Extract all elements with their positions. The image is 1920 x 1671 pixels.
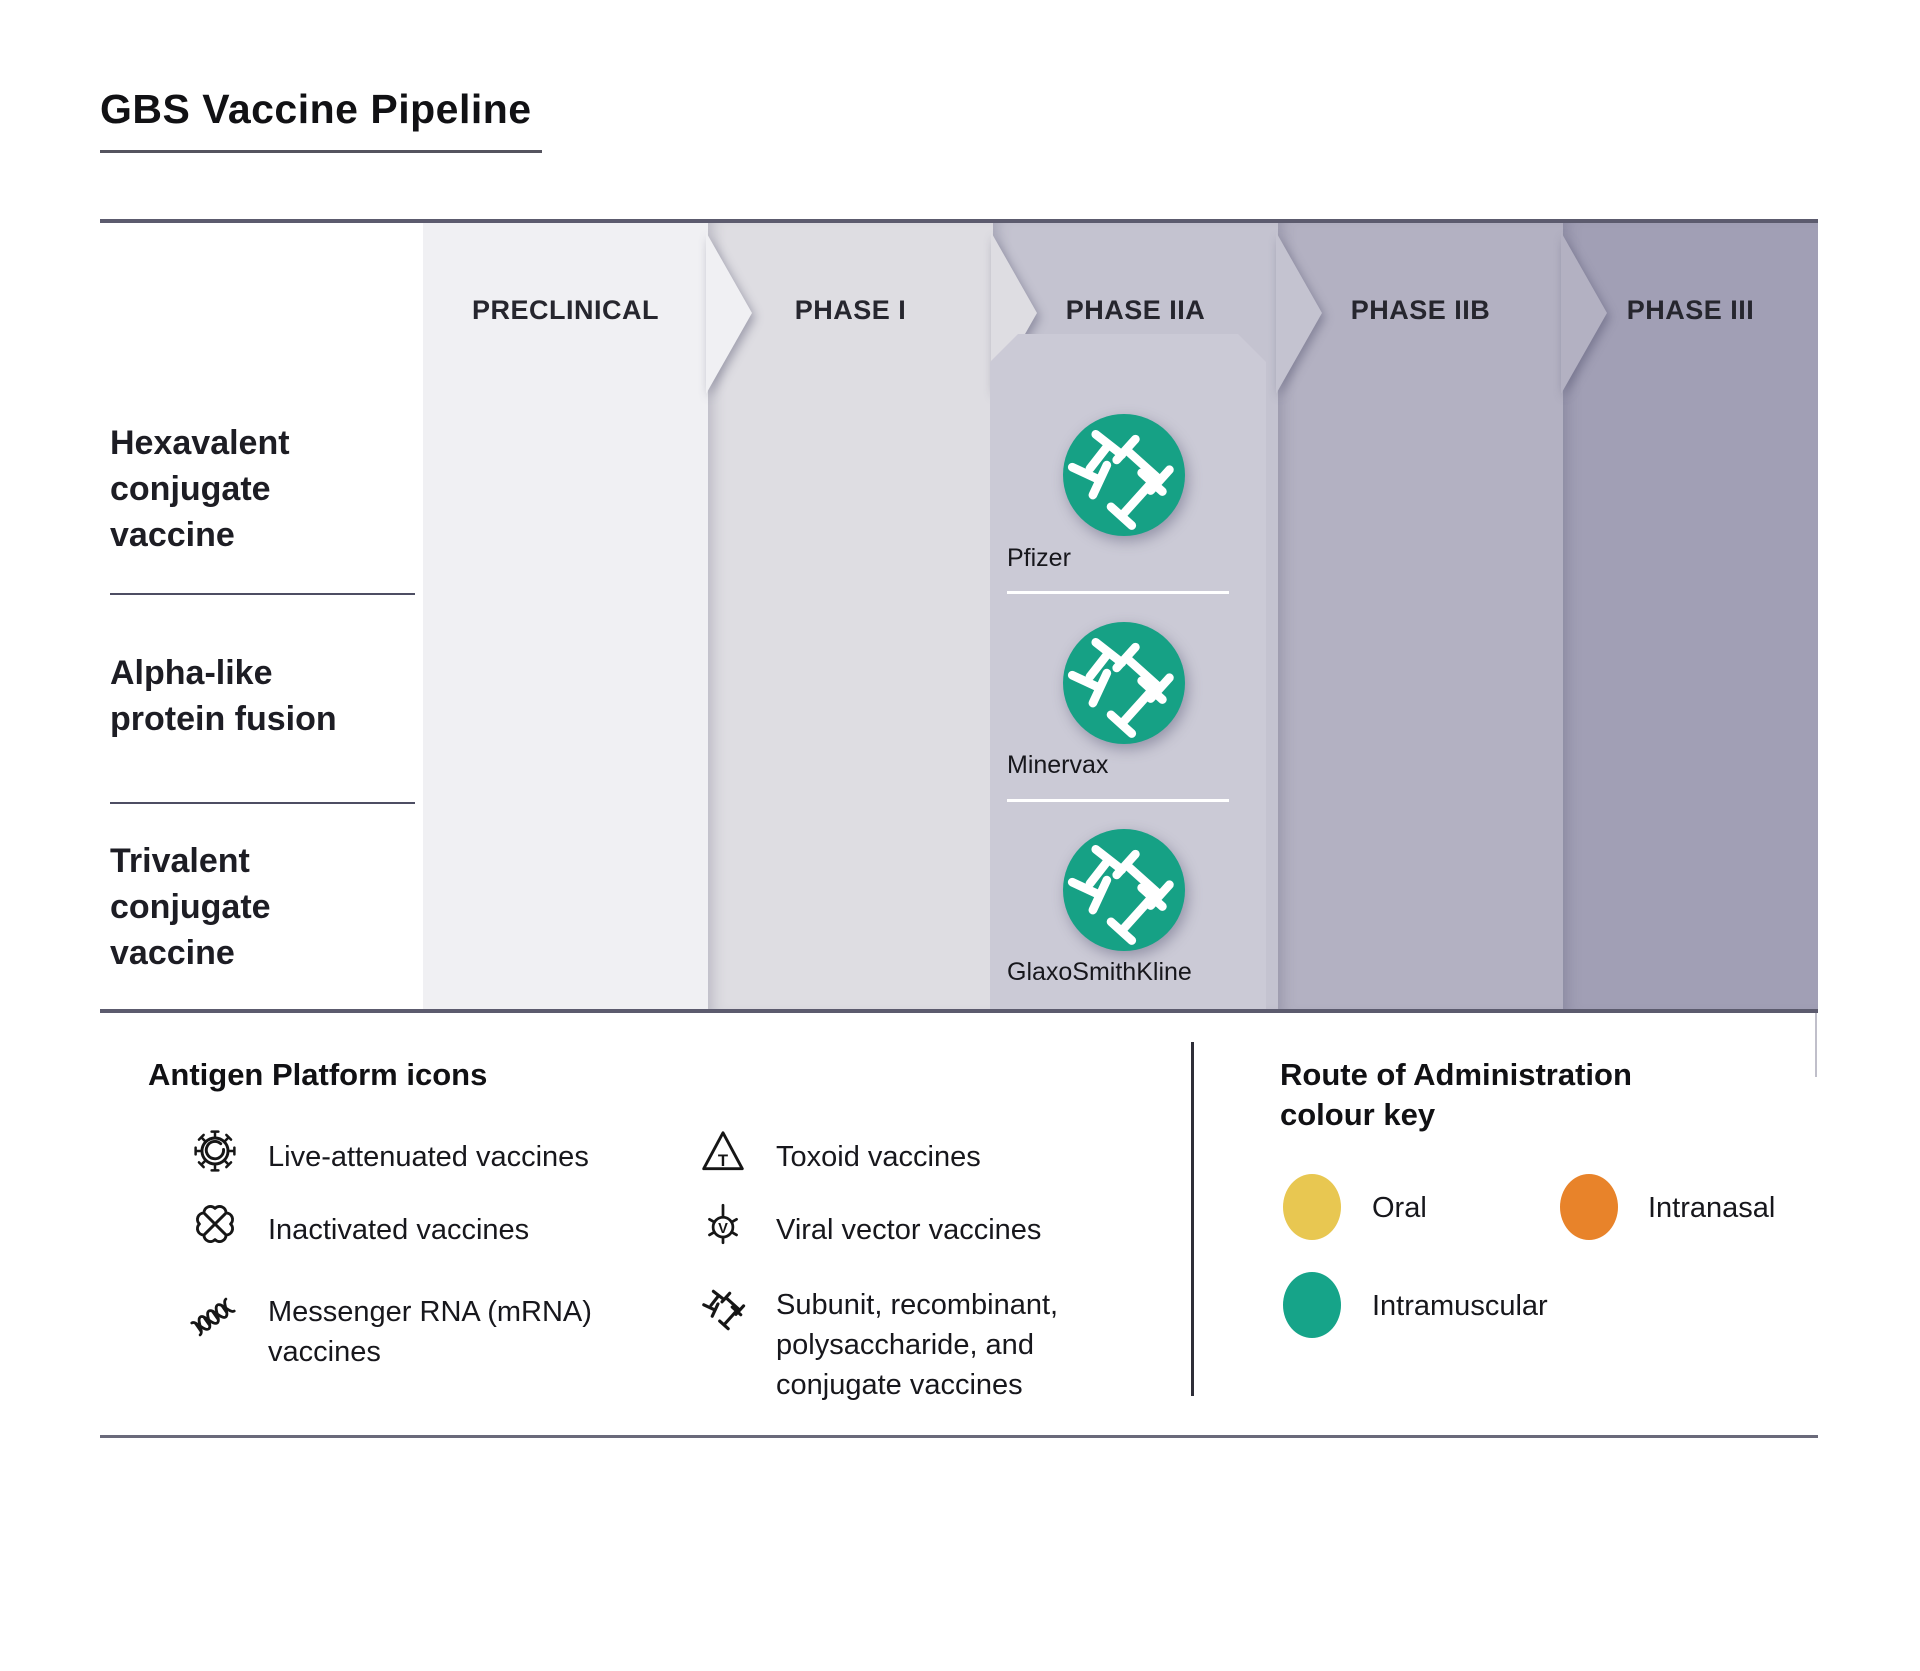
row-divider <box>110 593 415 595</box>
svg-text:V: V <box>718 1220 728 1237</box>
legend-label: Toxoid vaccines <box>776 1141 981 1173</box>
vaccine-entry-subunit-intramuscular-icon <box>1063 829 1185 951</box>
intranasal-route-dot <box>1560 1174 1618 1240</box>
intramuscular-route-dot <box>1283 1272 1341 1338</box>
legend-label: Subunit, recombinant, polysaccharide, and conjugate vaccines <box>776 1289 1059 1401</box>
route-key-title: Route of Administration colour key <box>1280 1057 1632 1132</box>
oral-route-dot <box>1283 1174 1341 1240</box>
legend-label: Messenger RNA (mRNA) vaccines <box>268 1296 592 1368</box>
inactivated-virus-icon <box>190 1199 240 1249</box>
row-label-hexavalent: Hexavalent conjugate vaccine <box>110 424 290 554</box>
route-label: Intramuscular <box>1372 1290 1548 1322</box>
phase-header-phase2b: PHASE IIB <box>1350 295 1491 325</box>
figure-bottom-rule <box>100 1435 1818 1438</box>
viral-vector-icon <box>698 1199 748 1249</box>
developer-label: Pfizer <box>1007 544 1071 572</box>
svg-text:T: T <box>717 1151 729 1171</box>
row-divider <box>110 802 415 804</box>
developer-label: Minervax <box>1007 751 1109 779</box>
legend-label: Viral vector vaccines <box>776 1214 1042 1246</box>
virus-icon <box>190 1126 240 1176</box>
toxoid-triangle-icon <box>698 1126 748 1176</box>
entry-separator <box>1007 591 1229 594</box>
route-label: Intranasal <box>1648 1192 1776 1224</box>
phase-header-phase3: PHASE III <box>1626 295 1755 325</box>
vaccine-entry-subunit-intramuscular-icon <box>1063 622 1185 744</box>
title-underline <box>100 150 542 153</box>
entry-separator <box>1007 799 1229 802</box>
pipeline-bottom-rule <box>100 1009 1818 1013</box>
dna-icon <box>188 1292 238 1342</box>
page-title: GBS Vaccine Pipeline <box>100 86 532 132</box>
row-label-trivalent: Trivalent conjugate vaccine <box>110 842 271 972</box>
legend-divider <box>1191 1042 1194 1396</box>
phase-header-phase1: PHASE I <box>794 295 907 325</box>
subunit-icon <box>700 1283 750 1333</box>
developer-label: GlaxoSmithKline <box>1007 958 1192 986</box>
right-edge-tick <box>1815 1013 1817 1077</box>
phase-header-phase2a: PHASE IIA <box>1065 295 1206 325</box>
legend-label: Inactivated vaccines <box>268 1214 530 1246</box>
phase-header-preclinical: PRECLINICAL <box>472 295 659 325</box>
phase-column-preclinical <box>423 223 708 1009</box>
route-label: Oral <box>1372 1192 1427 1224</box>
legend-label: Live-attenuated vaccines <box>268 1141 589 1173</box>
row-label-alpha-like: Alpha-like protein fusion <box>110 654 337 738</box>
vaccine-entry-subunit-intramuscular-icon <box>1063 414 1185 536</box>
antigen-legend-title: Antigen Platform icons <box>148 1057 488 1092</box>
